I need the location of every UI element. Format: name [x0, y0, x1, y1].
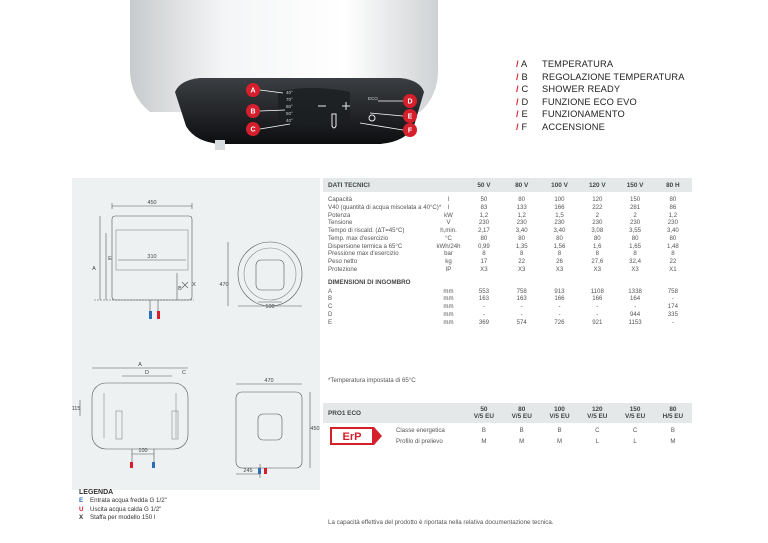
table-row	[323, 227, 692, 235]
table-cell: 8	[595, 250, 599, 258]
row-unit: l	[447, 196, 450, 203]
row-unit: bar	[444, 250, 453, 258]
legend-item: E Entrata acqua fredda G 1/2"	[79, 497, 167, 505]
table-cell: -	[671, 318, 674, 326]
table-cell: 8	[671, 250, 675, 258]
svg-text:50°: 50°	[286, 111, 293, 116]
column-header: 80 V/5 EU	[511, 405, 532, 420]
table-cell: 726	[554, 318, 565, 326]
table-cell: -	[520, 303, 523, 310]
technical-data-table	[323, 178, 692, 326]
table-cell: 8	[633, 250, 637, 258]
row-label: Capacità	[328, 196, 353, 203]
svg-text:450: 450	[147, 200, 157, 206]
table-cell: X1	[669, 265, 677, 273]
table-row	[323, 266, 692, 274]
table-cell: 80	[556, 234, 563, 242]
row-label: Potenza	[328, 211, 351, 219]
table-header-label: DATI TECNICI	[328, 181, 370, 189]
row-unit: kWh/24h	[436, 242, 461, 250]
svg-text:470: 470	[219, 282, 229, 288]
table-cell: 1,56	[553, 242, 566, 250]
column-header: 120 V/5 EU	[587, 405, 608, 420]
row-unit: °C	[445, 234, 452, 242]
legend-item: X Staffa per modello 150 l	[79, 514, 156, 522]
pro1-table-header	[323, 403, 692, 423]
table-cell: 3,40	[515, 227, 528, 234]
table-cell: 0,99	[477, 242, 490, 250]
table-cell: -	[596, 310, 599, 318]
table-cell: B	[481, 427, 486, 434]
svg-text:B: B	[178, 286, 182, 292]
svg-text:D: D	[145, 370, 149, 376]
table-cell: 163	[516, 295, 527, 303]
svg-text:70°: 70°	[286, 97, 293, 102]
table-row	[323, 219, 692, 227]
row-unit: l	[447, 203, 450, 211]
table-cell: 3,08	[591, 227, 604, 234]
table-cell: 83	[480, 203, 488, 211]
feature-item: / B REGOLAZIONE TEMPERATURA	[516, 71, 685, 82]
table-cell: 174	[667, 303, 678, 310]
table-row	[323, 196, 692, 204]
row-label: Dispersione termica a 65°C	[328, 242, 403, 250]
table-cell: -	[520, 310, 523, 318]
capacity-note: La capacità effettiva del prodotto è riportata nella relativa documentazione tecnica.	[328, 519, 554, 526]
table-row	[323, 212, 692, 220]
table-cell: C	[632, 427, 638, 434]
row-label: Pressione max d'esercizio	[328, 250, 399, 258]
row-label: Profilo di prelievo	[396, 438, 443, 445]
table-cell: X3	[631, 265, 639, 273]
table-cell: -	[671, 295, 674, 303]
table-cell: 335	[667, 310, 678, 318]
badge-b: B	[250, 108, 256, 116]
table-cell: -	[482, 303, 485, 310]
table-cell: 2	[595, 211, 599, 219]
badge-d: D	[407, 98, 413, 106]
row-unit: mm	[443, 295, 454, 303]
row-label: D	[328, 310, 333, 318]
pro1-header-label: PRO1 ECO	[328, 409, 362, 417]
table-cell: 230	[592, 219, 603, 227]
column-header: 120 V	[588, 181, 606, 189]
row-unit: mm	[443, 318, 454, 326]
table-cell: 758	[667, 287, 678, 295]
table-row	[323, 303, 692, 311]
column-header: 100 V/5 EU	[549, 405, 570, 420]
table-cell: 2,17	[477, 227, 490, 234]
row-label: Tensione	[328, 219, 353, 227]
footnote: *Temperatura impostata di 65°C	[328, 377, 416, 384]
table-cell: 1,5	[555, 211, 564, 219]
table-row	[323, 243, 692, 251]
table-cell: 2	[633, 211, 637, 219]
table-cell: 1153	[628, 318, 642, 326]
svg-text:60°: 60°	[286, 104, 293, 109]
table-cell: 166	[554, 203, 565, 211]
table-row	[323, 311, 692, 319]
table-cell: 1,6	[593, 242, 602, 250]
dimensions-title: DIMENSIONI DI INGOMBRO	[328, 278, 411, 286]
row-label: E	[328, 318, 333, 326]
table-cell: 80	[669, 196, 677, 203]
table-row	[323, 204, 692, 212]
table-cell: M	[670, 438, 676, 445]
table-cell: 1,2	[668, 211, 678, 219]
svg-text:ErP: ErP	[342, 431, 362, 443]
table-cell: 50	[480, 196, 488, 203]
row-unit: IP	[445, 265, 452, 273]
row-unit: kg	[445, 258, 452, 265]
table-row	[323, 295, 692, 303]
table-cell: X3	[593, 265, 602, 273]
row-unit: V	[446, 219, 451, 227]
table-row	[323, 250, 692, 258]
table-cell: M	[481, 438, 487, 445]
table-cell: -	[558, 310, 561, 318]
table-cell: 921	[592, 318, 603, 326]
table-cell: 1,2	[517, 211, 526, 219]
table-cell: 574	[516, 318, 527, 326]
table-cell: 1108	[590, 287, 604, 295]
svg-text:40°: 40°	[286, 90, 293, 95]
table-cell: 80	[669, 234, 677, 242]
table-cell: M	[556, 438, 563, 445]
table-cell: 3,40	[666, 227, 679, 234]
column-header: 150 V/5 EU	[624, 405, 646, 420]
table-cell: X3	[517, 265, 526, 273]
pro1-rows	[323, 425, 692, 447]
table-cell: 553	[478, 287, 489, 295]
table-cell: 100	[554, 196, 565, 203]
table-cell: 80	[631, 234, 639, 242]
table-cell: 22	[518, 258, 526, 265]
table-cell: 3,40	[553, 227, 566, 234]
row-unit: mm	[443, 310, 454, 318]
row-label: V40 (quantità di acqua miscelata a 40°C)*	[328, 203, 442, 211]
table-cell: 17	[480, 258, 488, 265]
table-cell: -	[634, 303, 637, 310]
table-cell: 913	[554, 287, 565, 295]
svg-text:E: E	[108, 256, 112, 262]
table-cell: 163	[478, 295, 489, 303]
legend-item: U Uscita acqua calda G 1/2"	[79, 505, 162, 513]
row-label: Protezione	[328, 265, 358, 273]
table-cell: X3	[555, 265, 564, 273]
table-row	[323, 258, 692, 266]
row-label: Temp. max d'esercizio	[328, 234, 389, 242]
svg-text:A: A	[92, 266, 96, 272]
svg-text:ECO: ECO	[368, 96, 378, 101]
table-cell: 230	[478, 219, 489, 227]
badge-f: F	[407, 127, 413, 135]
table-cell: 120	[592, 196, 603, 203]
table-cell: 166	[554, 295, 565, 303]
row-label: Tempo di riscald. (ΔT=45°C)	[328, 227, 405, 234]
table-cell: -	[596, 303, 599, 310]
table-cell: L	[633, 438, 637, 445]
column-header: 100 V	[551, 181, 568, 189]
column-header: 80 H	[666, 181, 680, 189]
column-header: 50 V/5 EU	[473, 405, 495, 420]
feature-item: / D FUNZIONE ECO EVO	[516, 96, 637, 107]
table-cell: 369	[478, 318, 489, 326]
table-cell: 944	[630, 310, 641, 318]
row-label: C	[328, 303, 333, 310]
table-cell: 32,4	[629, 258, 642, 265]
table-cell: M	[519, 438, 525, 445]
badge-c: C	[250, 126, 256, 134]
table-cell: 758	[516, 287, 527, 295]
table-cell: B	[519, 427, 524, 434]
legend-title: LEGENDA	[79, 489, 114, 496]
table-header	[323, 178, 692, 192]
table-cell: 1,2	[479, 211, 489, 219]
table-cell: L	[595, 438, 599, 445]
row-label: A	[328, 287, 333, 295]
feature-item: / F ACCENSIONE	[516, 121, 605, 132]
table-cell: 27,6	[591, 258, 604, 265]
table-cell: B	[670, 427, 675, 434]
table-cell: X3	[480, 265, 488, 273]
feature-list	[516, 58, 685, 133]
table-cell: -	[558, 303, 561, 310]
table-cell: 222	[592, 203, 603, 211]
svg-text:X: X	[192, 282, 196, 288]
column-header: 150 V	[626, 181, 644, 189]
table-cell: 3,55	[629, 227, 642, 234]
table-cell: 1338	[628, 287, 642, 295]
feature-item: / E FUNZIONAMENTO	[516, 109, 625, 119]
table-row	[323, 319, 692, 327]
table-cell: C	[595, 427, 600, 434]
table-cell: 230	[667, 219, 678, 227]
table-cell: 164	[630, 295, 641, 303]
svg-text:450: 450	[310, 426, 320, 432]
dimension-drawings	[72, 178, 320, 490]
table-cell: 22	[669, 258, 677, 265]
table-cell: B	[557, 427, 562, 434]
feature-item: / C SHOWER READY	[516, 84, 621, 94]
legend	[79, 489, 167, 523]
table-cell: 230	[630, 219, 641, 227]
table-row	[323, 425, 692, 436]
svg-text:40°: 40°	[286, 118, 293, 123]
feature-item: / A TEMPERATURA	[516, 59, 614, 69]
row-unit: h,min.	[440, 227, 457, 234]
table-cell: 80	[480, 234, 488, 242]
row-label: Classe energetica	[396, 427, 445, 434]
row-label: Peso netto	[328, 258, 358, 265]
svg-text:245: 245	[243, 468, 253, 474]
table-cell: 86	[669, 203, 677, 211]
row-unit: mm	[443, 303, 454, 310]
table-cell: 1,35	[515, 242, 528, 250]
table-cell: 133	[516, 203, 527, 211]
column-header: 80 V	[515, 181, 529, 189]
technical-drawings-panel	[72, 178, 320, 490]
table-cell: 8	[482, 250, 486, 258]
column-header: 50 V	[477, 181, 491, 189]
table-cell: 80	[518, 234, 526, 242]
table-cell: 8	[520, 250, 524, 258]
svg-text:115: 115	[72, 406, 81, 412]
row-label: B	[328, 295, 333, 303]
svg-text:100: 100	[138, 448, 148, 454]
svg-text:A: A	[138, 362, 142, 368]
table-cell: 150	[630, 196, 641, 203]
table-cell: 281	[630, 203, 641, 211]
table-row	[323, 436, 692, 447]
table-cell: 230	[516, 219, 527, 227]
row-unit: kW	[444, 211, 453, 219]
column-header: 80 H/5 EU	[662, 405, 684, 420]
badge-a: A	[250, 87, 256, 95]
badge-e: E	[407, 113, 413, 121]
svg-text:100: 100	[265, 304, 275, 310]
table-row	[323, 288, 692, 296]
table-cell: 80	[593, 234, 601, 242]
row-unit: mm	[443, 287, 454, 295]
svg-text:470: 470	[264, 378, 274, 384]
table-row	[323, 235, 692, 243]
table-cell: 166	[592, 295, 603, 303]
svg-text:C: C	[182, 370, 186, 376]
table-cell: 26	[556, 258, 563, 265]
table-cell: 1,65	[629, 242, 642, 250]
table-cell: 80	[518, 196, 526, 203]
table-cell: 1,48	[666, 242, 679, 250]
table-cell: 230	[554, 219, 565, 227]
svg-text:310: 310	[147, 254, 157, 260]
table-cell: -	[482, 310, 485, 318]
table-cell: 8	[557, 250, 562, 258]
